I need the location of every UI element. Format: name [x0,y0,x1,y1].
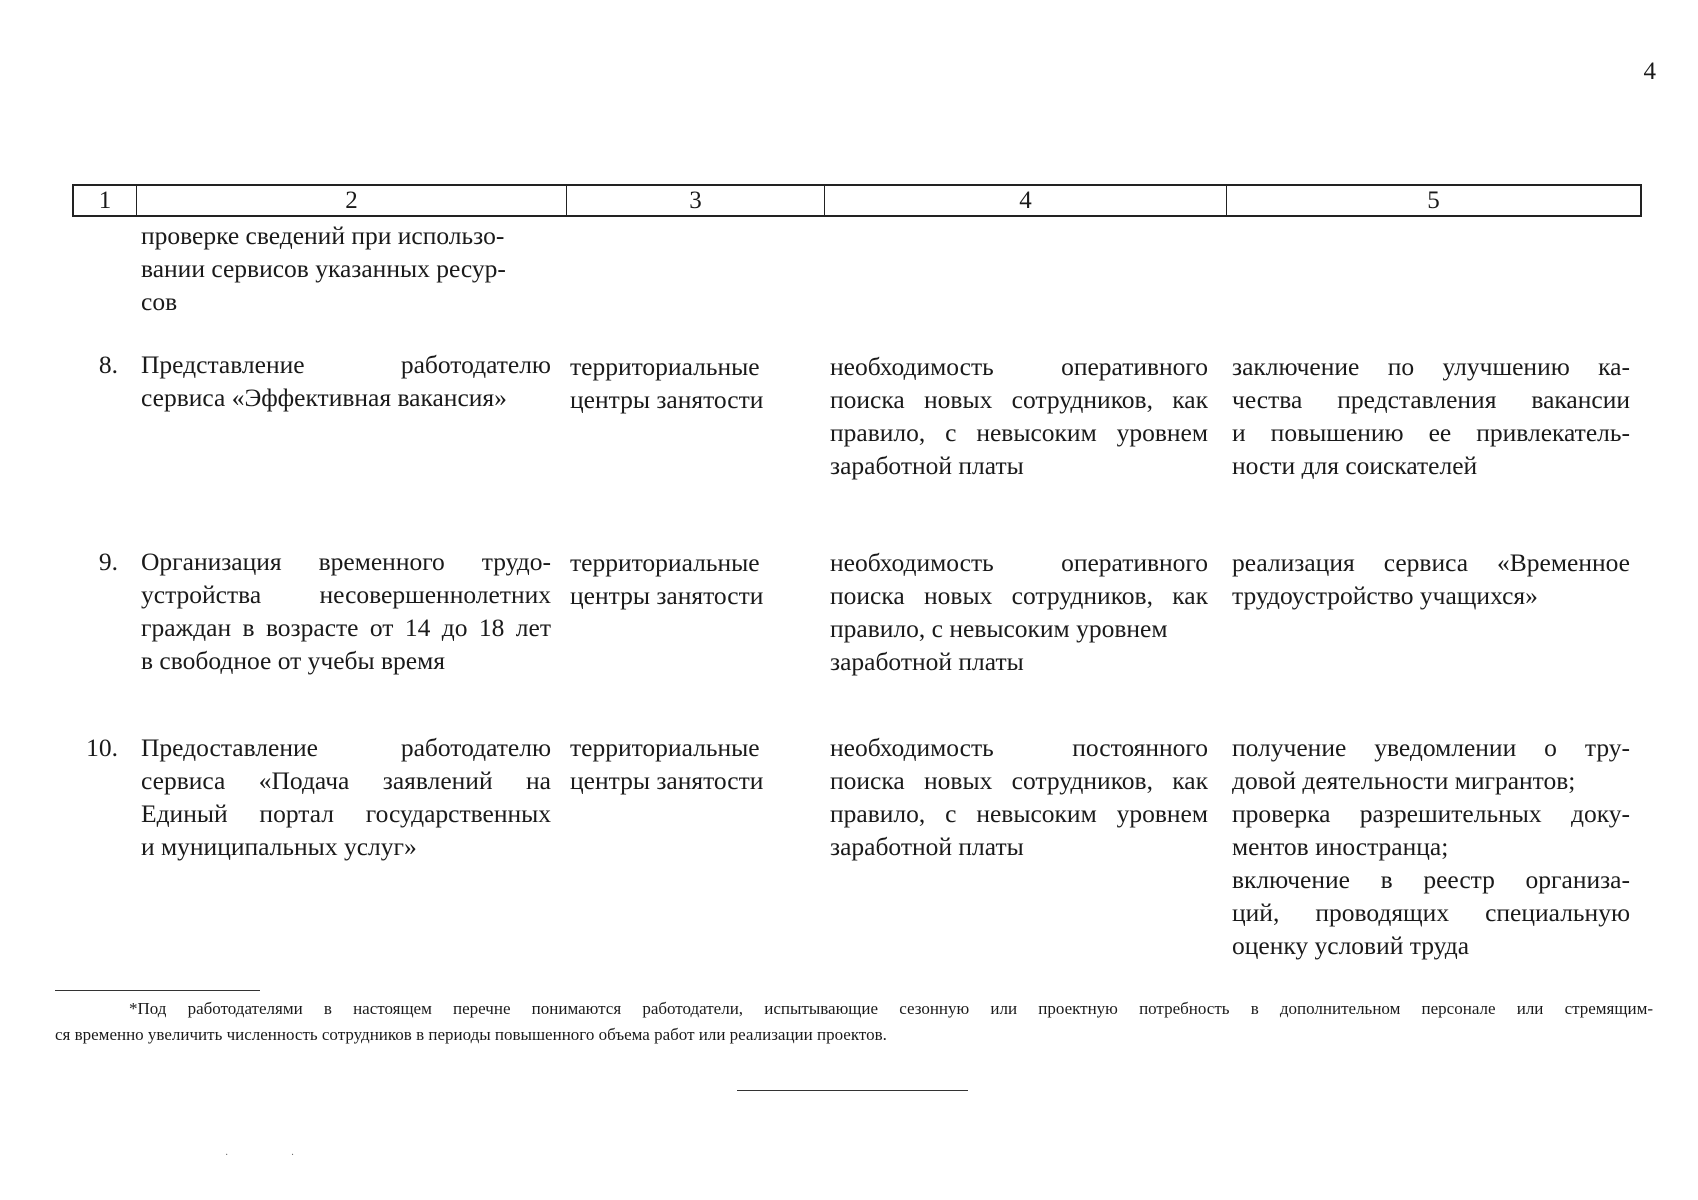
text-line: поиска новых сотрудников, как [830,581,1208,610]
text-line: заработной платы [830,647,1024,676]
need-cell [830,546,1208,678]
text-line: территориальные [570,548,760,577]
text-line: вании сервисов указанных ресур- [141,254,506,283]
page-number: 4 [1643,58,1656,85]
text-line: ментов иностранца; [1232,832,1449,861]
text-line: ности для соискателей [1232,451,1478,480]
text-line: в свободное от учебы время [141,646,445,675]
text-line: и муниципальных услуг» [141,832,417,861]
text-line: чества представления вакансии [1232,385,1630,414]
result-cell [1232,731,1630,962]
text-line: необходимость постоянного [830,733,1208,762]
text-line: устройства несовершеннолетних [141,580,551,609]
text-line: Предоставление работодателю [141,733,551,762]
need-cell [830,350,1208,482]
text-line: проверке сведений при использо- [141,221,505,250]
result-cell [1232,546,1630,612]
text-line: Организация временного трудо- [141,547,551,576]
column-header-4: 4 [824,186,1226,215]
text-line: сов [141,287,178,316]
text-line: территориальные [570,733,760,762]
provider-cell [570,546,795,612]
text-line: правило, с невысоким уровнем [830,418,1208,447]
text-line: территориальные [570,352,760,381]
text-line: заключение по улучшению ка- [1232,352,1630,381]
row-number: 10. [86,733,118,762]
provider-cell [570,350,795,416]
row-number: 9. [98,547,118,576]
table-header-row [72,184,1642,217]
footnote-separator [55,990,260,991]
text-line: необходимость оперативного [830,548,1208,577]
text-line: реализация сервиса «Временное [1232,548,1630,577]
result-cell [1232,350,1630,482]
need-cell [830,731,1208,863]
text-line: оценку условий труда [1232,931,1470,960]
text-line: Единый портал государственных [141,799,551,828]
text-line: граждан в возрасте от 14 до 18 лет [141,613,551,642]
text-line: довой деятельности мигрантов; [1232,766,1576,795]
footnote-line: *Под работодателями в настоящем перечне понимаются работодатели, испытывающие сезонную или проектную потребность в дополнительном персонале или стремящим- [129,999,1653,1018]
text-line: трудоустройство учащихся» [1232,581,1538,610]
text-line: заработной платы [830,832,1024,861]
text-line: проверка разрешительных доку- [1232,799,1630,828]
text-line: сервиса «Подача заявлений на [141,766,551,795]
text-line: ций, проводящих специальную [1232,898,1630,927]
column-header-3: 3 [566,186,824,215]
text-line: центры занятости [570,385,764,414]
footnote [55,996,1653,1048]
provider-cell [570,731,795,797]
text-line: поиска новых сотрудников, как [830,766,1208,795]
text-line: получение уведомлении о тру- [1232,733,1630,762]
scan-specks: · · [225,1150,325,1161]
column-header-2: 2 [136,186,566,215]
text-line: поиска новых сотрудников, как [830,385,1208,414]
text-line: включение в реестр организа- [1232,865,1630,894]
column-header-5: 5 [1226,186,1640,215]
text-line: Представление работодателю [141,350,551,379]
text-line: и повышению ее привлекатель- [1232,418,1630,447]
service-name-cell [141,545,551,677]
text-line: заработной платы [830,451,1024,480]
continuation-cell [141,219,551,318]
text-line: центры занятости [570,581,764,610]
service-name-cell [141,731,551,863]
footnote-line: ся временно увеличить численность сотрудников в периоды повышенного объема работ или реализации проектов. [55,1025,887,1044]
text-line: центры занятости [570,766,764,795]
end-of-document-rule [737,1090,968,1091]
text-line: сервиса «Эффективная вакансия» [141,383,507,412]
text-line: правило, с невысоким уровнем [830,799,1208,828]
text-line: правило, с невысоким уровнем [830,614,1168,643]
service-name-cell [141,348,551,414]
row-number: 8. [98,350,118,379]
text-line: необходимость оперативного [830,352,1208,381]
column-header-1: 1 [98,187,112,214]
